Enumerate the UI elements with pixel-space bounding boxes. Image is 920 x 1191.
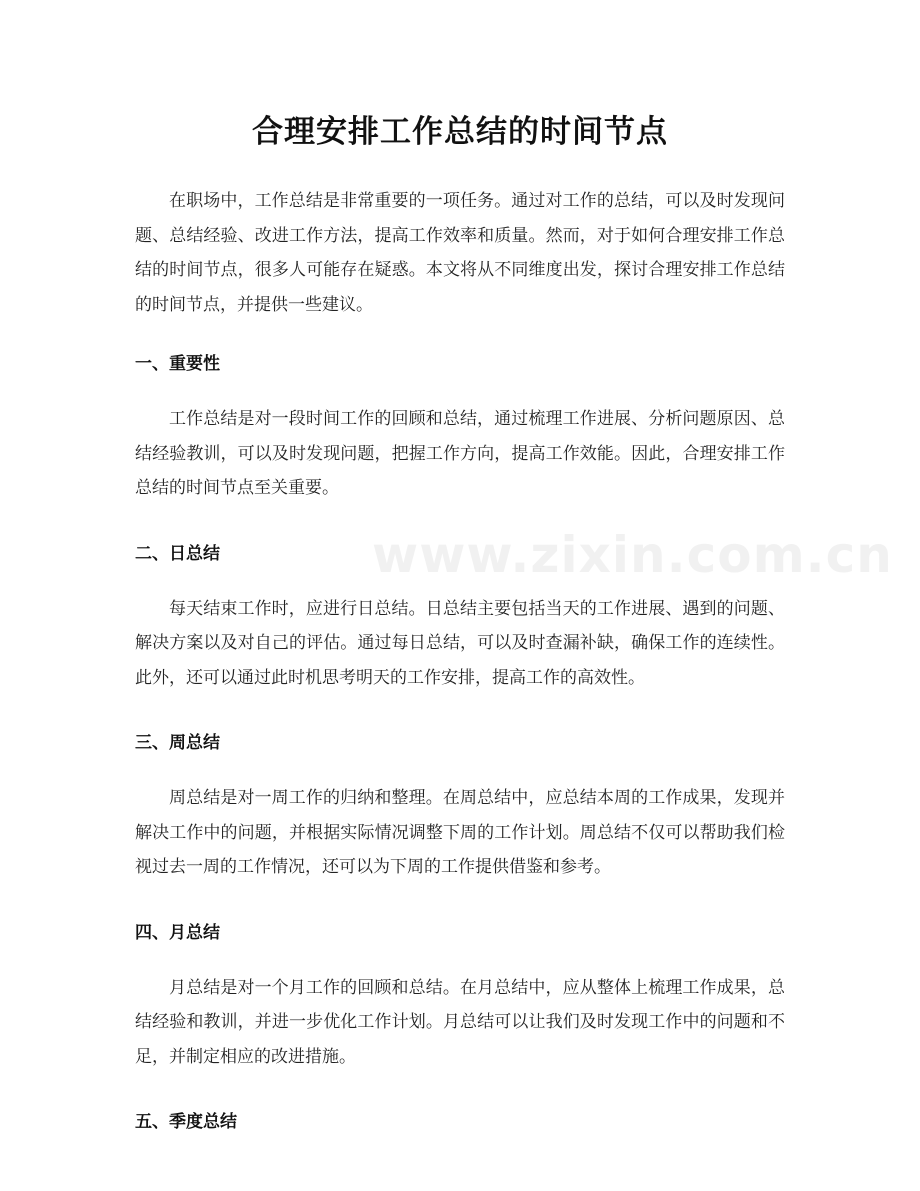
section-heading-daily: 二、日总结 <box>135 543 220 564</box>
intro-paragraph: 在职场中，工作总结是非常重要的一项任务。通过对工作的总结，可以及时发现问题、总结经验、改进工作方法，提高工作效率和质量。然而，对于如何合理安排工作总结的时间节点，很多人可能存在疑惑。本文将从不同维度出发，探讨合理安排工作总结的时间节点，并提供一些建议。 <box>135 191 785 315</box>
section-heading-monthly: 四、月总结 <box>135 922 220 943</box>
section-body-monthly: 月总结是对一个月工作的回顾和总结。在月总结中，应从整体上梳理工作成果，总结经验和教训，并进一步优化工作计划。月总结可以让我们及时发现工作中的问题和不足，并制定相应的改进措施。 <box>135 977 785 1067</box>
section-body-importance: 工作总结是对一段时间工作的回顾和总结，通过梳理工作进展、分析问题原因、总结经验教训，可以及时发现问题，把握工作方向，提高工作效能。因此，合理安排工作总结的时间节点至关重要。 <box>135 409 785 498</box>
section-heading-weekly: 三、周总结 <box>135 733 220 753</box>
section-heading-quarterly: 五、季度总结 <box>135 1112 237 1132</box>
document-title: 合理安排工作总结的时间节点 <box>252 114 668 150</box>
site-watermark: www.zixin.com.cn <box>372 526 893 584</box>
section-heading-importance: 一、重要性 <box>135 354 220 374</box>
section-body-weekly: 周总结是对一周工作的归纳和整理。在周总结中，应总结本周的工作成果，发现并解决工作中的问题，并根据实际情况调整下周的工作计划。周总结不仅可以帮助我们检视过去一周的工作情况，还可以为下周的工作提供借鉴和参考。 <box>135 788 785 877</box>
section-body-daily: 每天结束工作时，应进行日总结。日总结主要包括当天的工作进展、遇到的问题、解决方案以及对自己的评估。通过每日总结，可以及时查漏补缺，确保工作的连续性。此外，还可以通过此时机思考明天的工作安排，提高工作的高效性。 <box>135 598 785 688</box>
